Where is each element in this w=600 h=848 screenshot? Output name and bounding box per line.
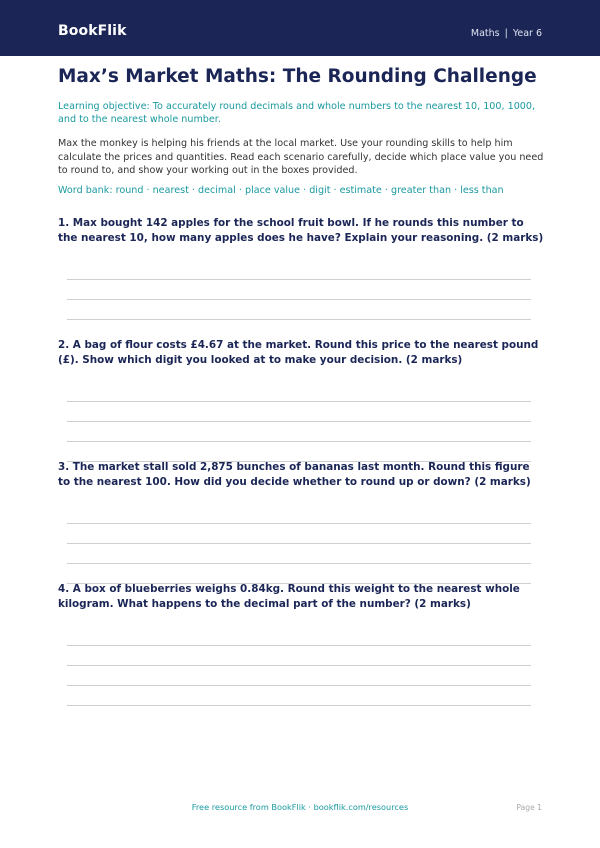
footer-link[interactable]: Free resource from BookFlik · bookflik.com/resources bbox=[191, 802, 409, 812]
word-bank: Word bank: round · nearest · decimal · place value · digit · estimate · greater than · less than bbox=[58, 185, 504, 196]
answer-line[interactable] bbox=[67, 665, 531, 666]
year-label: Year 6 bbox=[512, 28, 542, 39]
answer-line[interactable] bbox=[67, 685, 531, 686]
page-number: Page 1 bbox=[516, 803, 542, 812]
answer-line[interactable] bbox=[67, 543, 531, 544]
answer-line[interactable] bbox=[67, 319, 531, 320]
answer-line[interactable] bbox=[67, 421, 531, 422]
worksheet-title: Max’s Market Maths: The Rounding Challenge bbox=[58, 66, 537, 87]
question-3: 3. The market stall sold 2,875 bunches of bananas last month. Round this figure to the nearest 100. How did you decide whether to round up or down? (2 marks) bbox=[58, 461, 531, 488]
header-meta bbox=[471, 28, 542, 39]
header-separator: | bbox=[504, 28, 508, 39]
intro-paragraph: Max the monkey is helping his friends at the local market. Use your rounding skills to help him calculate the prices and quantities. Read each scenario carefully, decide which place value you need to round to, and show your working out in the boxes provided. bbox=[58, 138, 544, 176]
answer-line[interactable] bbox=[67, 645, 531, 646]
page-header bbox=[0, 0, 600, 56]
answer-line[interactable] bbox=[67, 441, 531, 442]
brand-logo[interactable]: BookFlik bbox=[58, 23, 127, 39]
answer-line[interactable] bbox=[67, 563, 531, 564]
answer-line[interactable] bbox=[67, 705, 531, 706]
question-1: 1. Max bought 142 apples for the school fruit bowl. If he rounds this number to the nearest 10, how many apples does he have? Explain your reasoning. (2 marks) bbox=[58, 217, 544, 244]
question-2: 2. A bag of flour costs £4.67 at the market. Round this price to the nearest pound (£). Show which digit you looked at to make your decision. (2 marks) bbox=[58, 339, 539, 366]
answer-line[interactable] bbox=[67, 401, 531, 402]
answer-line[interactable] bbox=[67, 523, 531, 524]
answer-line[interactable] bbox=[67, 299, 531, 300]
subject-label: Maths bbox=[470, 28, 500, 39]
question-4: 4. A box of blueberries weighs 0.84kg. Round this weight to the nearest whole kilogram. What happens to the decimal part of the number? (2 marks) bbox=[58, 583, 520, 610]
learning-objective: Learning objective: To accurately round decimals and whole numbers to the nearest 10, 100, 1000, and to the nearest whole number. bbox=[58, 101, 536, 125]
answer-line[interactable] bbox=[67, 279, 531, 280]
